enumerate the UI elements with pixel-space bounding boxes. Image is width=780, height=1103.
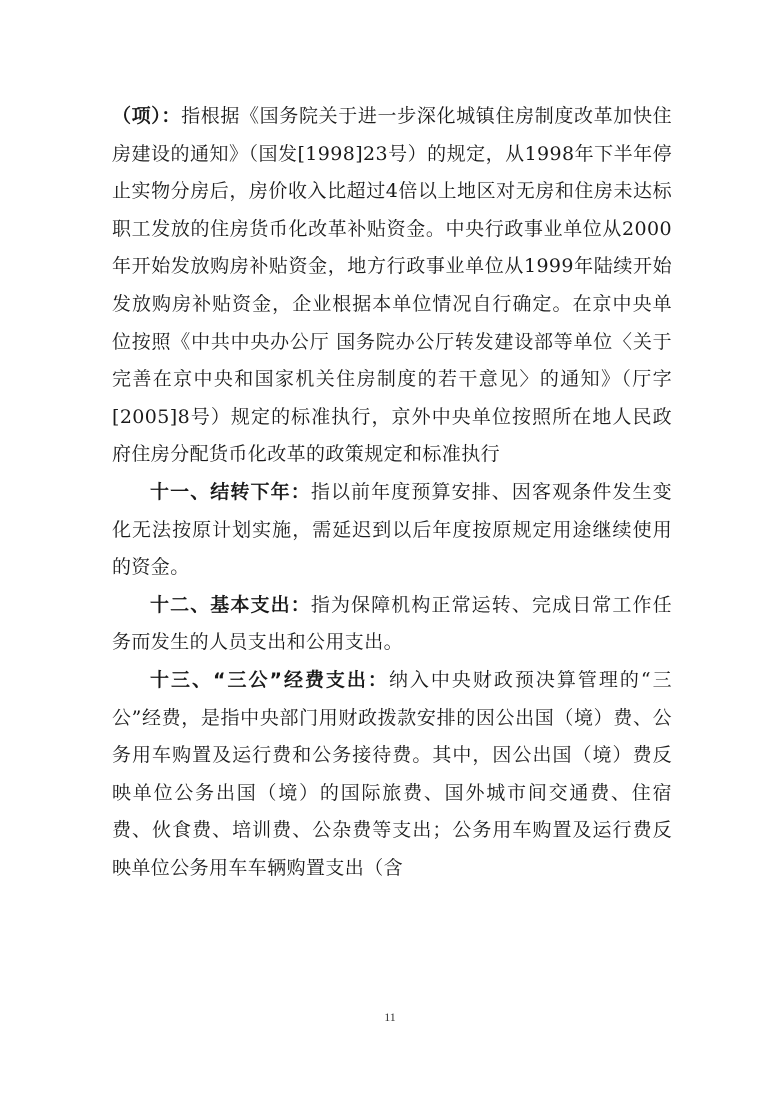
page-number: 11: [384, 1010, 396, 1024]
paragraph-text: 指以前年度预算安排、因客观条件发生变化无法按原计划实施，需延迟到以后年度按原规定用途继续使用的资金。: [112, 480, 673, 579]
document-body: [112, 98, 672, 887]
term-label: 十一、结转下年：: [150, 480, 311, 503]
paragraph-text: 纳入中央财政预决算管理的“三公”经费，是指中央部门用财政拨款安排的因公出国（境）费、公务用车购置及运行费和公务接待费。其中，因公出国（境）费反映单位公务出国（境）的国际旅费、国外城市间交通费、住宿费、伙食费、培训费、公杂费等支出；公务用车购置及运行费反映单位公务用车车辆购置支出（含: [112, 668, 672, 879]
term-label: （项）：: [112, 105, 182, 127]
term-label: 十二、基本支出：: [150, 593, 311, 616]
paragraph-housing-subsidy: [112, 98, 672, 474]
paragraph-carry-over: [112, 474, 672, 587]
paragraph-three-public-expenses: [112, 662, 672, 888]
paragraph-text: 指根据《国务院关于进一步深化城镇住房制度改革加快住房建设的通知》（国发[1998]23号）的规定，从1998年下半年停止实物分房后，房价收入比超过4倍以上地区对无房和住房未达标职工发放的住房货币化改革补贴资金。中央行政事业单位从2000年开始发放购房补贴资金，地方行政事业单位从1999年陆续开始发放购房补贴资金，企业根据本单位情况自行确定。在京中央单位按照《中共中央办公厅 国务院办公厅转发建设部等单位〈关于完善在京中央和国家机关住房制度的若干意见〉的通知》（厅字[2005]8号）规定的标准执行，京外中央单位按照所在地人民政府住房分配货币化改革的政策规定和标准执行: [112, 105, 672, 466]
paragraph-text: 指为保障机构正常运转、完成日常工作任务而发生的人员支出和公用支出。: [112, 593, 673, 654]
term-label: 十三、“三公”经费支出：: [150, 668, 389, 691]
paragraph-basic-expenditure: [112, 587, 672, 662]
